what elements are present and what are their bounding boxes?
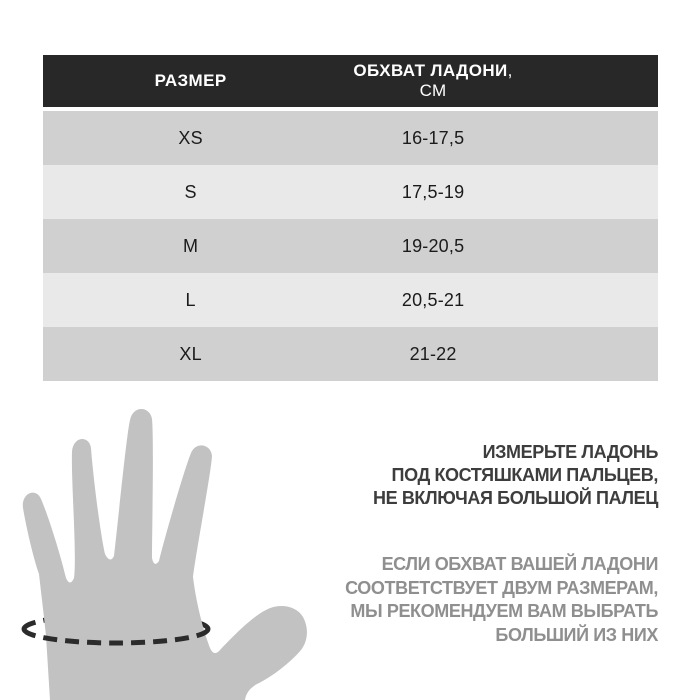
- note-line: МЫ РЕКОМЕНДУЕМ ВАМ ВЫБРАТЬ: [350, 601, 658, 621]
- note-line: ПОД КОСТЯШКАМИ ПАЛЬЦЕВ,: [391, 465, 658, 485]
- table-row-m: [43, 219, 658, 273]
- table-row-xs: [43, 111, 658, 165]
- size-value: XL: [179, 343, 202, 364]
- note-line: ЕСЛИ ОБХВАТ ВАШЕЙ ЛАДОНИ: [381, 554, 658, 574]
- measure-instruction: [373, 441, 658, 510]
- circumference-value: 16-17,5: [401, 127, 465, 148]
- header-circumference-unit: , СМ: [419, 61, 513, 100]
- note-line: СООТВЕТСТВУЕТ ДВУМ РАЗМЕРАМ,: [345, 577, 658, 598]
- hand-illustration: [0, 390, 330, 700]
- size-table: [43, 55, 658, 381]
- note-line: ИЗМЕРЬТЕ ЛАДОНЬ: [482, 442, 658, 462]
- circumference-value: 21-22: [409, 343, 457, 364]
- header-size-column: РАЗМЕР: [154, 71, 227, 90]
- note-line: БОЛЬШИЙ ИЗ НИХ: [495, 624, 658, 645]
- header-circumference-label: ОБХВАТ ЛАДОНИ: [353, 61, 508, 80]
- table-row-l: [43, 273, 658, 327]
- size-choice-instruction: [345, 553, 658, 647]
- circumference-value: 17,5-19: [401, 181, 465, 202]
- size-value: M: [182, 235, 199, 256]
- note-line: НЕ ВКЛЮЧАЯ БОЛЬШОЙ ПАЛЕЦ: [373, 488, 658, 508]
- table-row-s: [43, 165, 658, 219]
- circumference-value: 19-20,5: [401, 235, 465, 256]
- circumference-value: 20,5-21: [401, 289, 465, 310]
- table-row-xl: [43, 327, 658, 381]
- hand-silhouette-icon: [23, 409, 307, 700]
- size-value: L: [185, 289, 196, 310]
- size-table-header: [43, 55, 658, 107]
- size-value: XS: [178, 127, 203, 148]
- header-circumference-column: [338, 61, 658, 101]
- size-value: S: [184, 181, 197, 202]
